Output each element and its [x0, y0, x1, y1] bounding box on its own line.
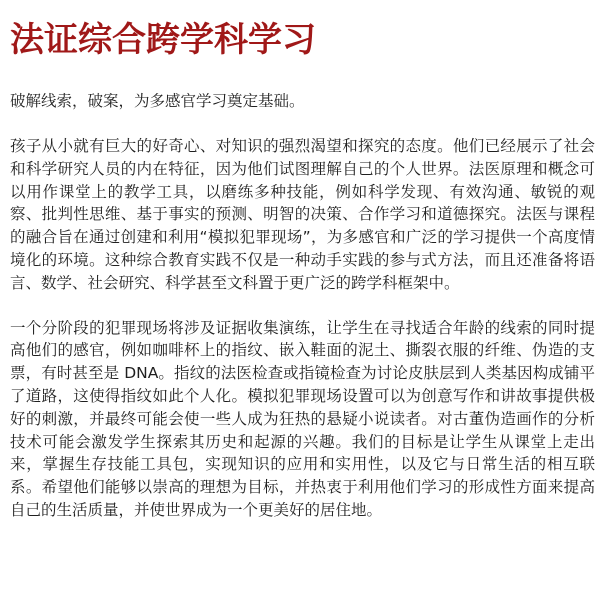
article-paragraph-2: 一个分阶段的犯罪现场将涉及证据收集演练，让学生在寻找适合年龄的线索的同时提高他们的感官，例如咖啡杯上的指纹、嵌入鞋面的泥土、撕裂衣服的纤维、伪造的支票，有时甚至是 DNA。指纹的法医检查或指镜检查为讨论皮肤层到人类基因构成铺平了道路，这使得指纹如此个人化。模拟犯罪现场设置可以为创意写作和讲故事提供极好的刺激，并最终可能会使一些人成为狂热的悬疑小说读者。对古董伪造画作的分析技术可能会激发学生探索其历史和起源的兴趣。我们的目标是让学生从课堂上走出来，掌握生存技能工具包，实现知识的应用和实用性，以及它与日常生活的相互联系。希望他们能够以崇高的理想为目标，并热衷于利用他们学习的形成性方面来提高自己的生活质量，并使世界成为一个更美好的居住地。	[10, 318, 595, 519]
page-title: 法证综合跨学科学习	[10, 20, 316, 60]
article	[10, 14, 595, 522]
article-subtitle: 破解线索，破案，为多感官学习奠定基础。	[10, 92, 305, 110]
article-paragraph-1: 孩子从小就有巨大的好奇心、对知识的强烈渴望和探究的态度。他们已经展示了社会和科学研究人员的内在特征，因为他们试图理解自己的个人世界。法医原理和概念可以用作课堂上的教学工具，以磨练多种技能，例如科学发现、有效沟通、敏锐的观察、批判性思维、基于事实的预测、明智的决策、合作学习和道德探究。法医与课程的融合旨在通过创建和利用“模拟犯罪现场”，为多感官和广泛的学习提供一个高度情境化的环境。这种综合教育实践不仅是一种动手实践的参与式方法，而且还准备将语言、数学、社会研究、科学甚至文科置于更广泛的跨学科框架中。	[10, 137, 595, 292]
